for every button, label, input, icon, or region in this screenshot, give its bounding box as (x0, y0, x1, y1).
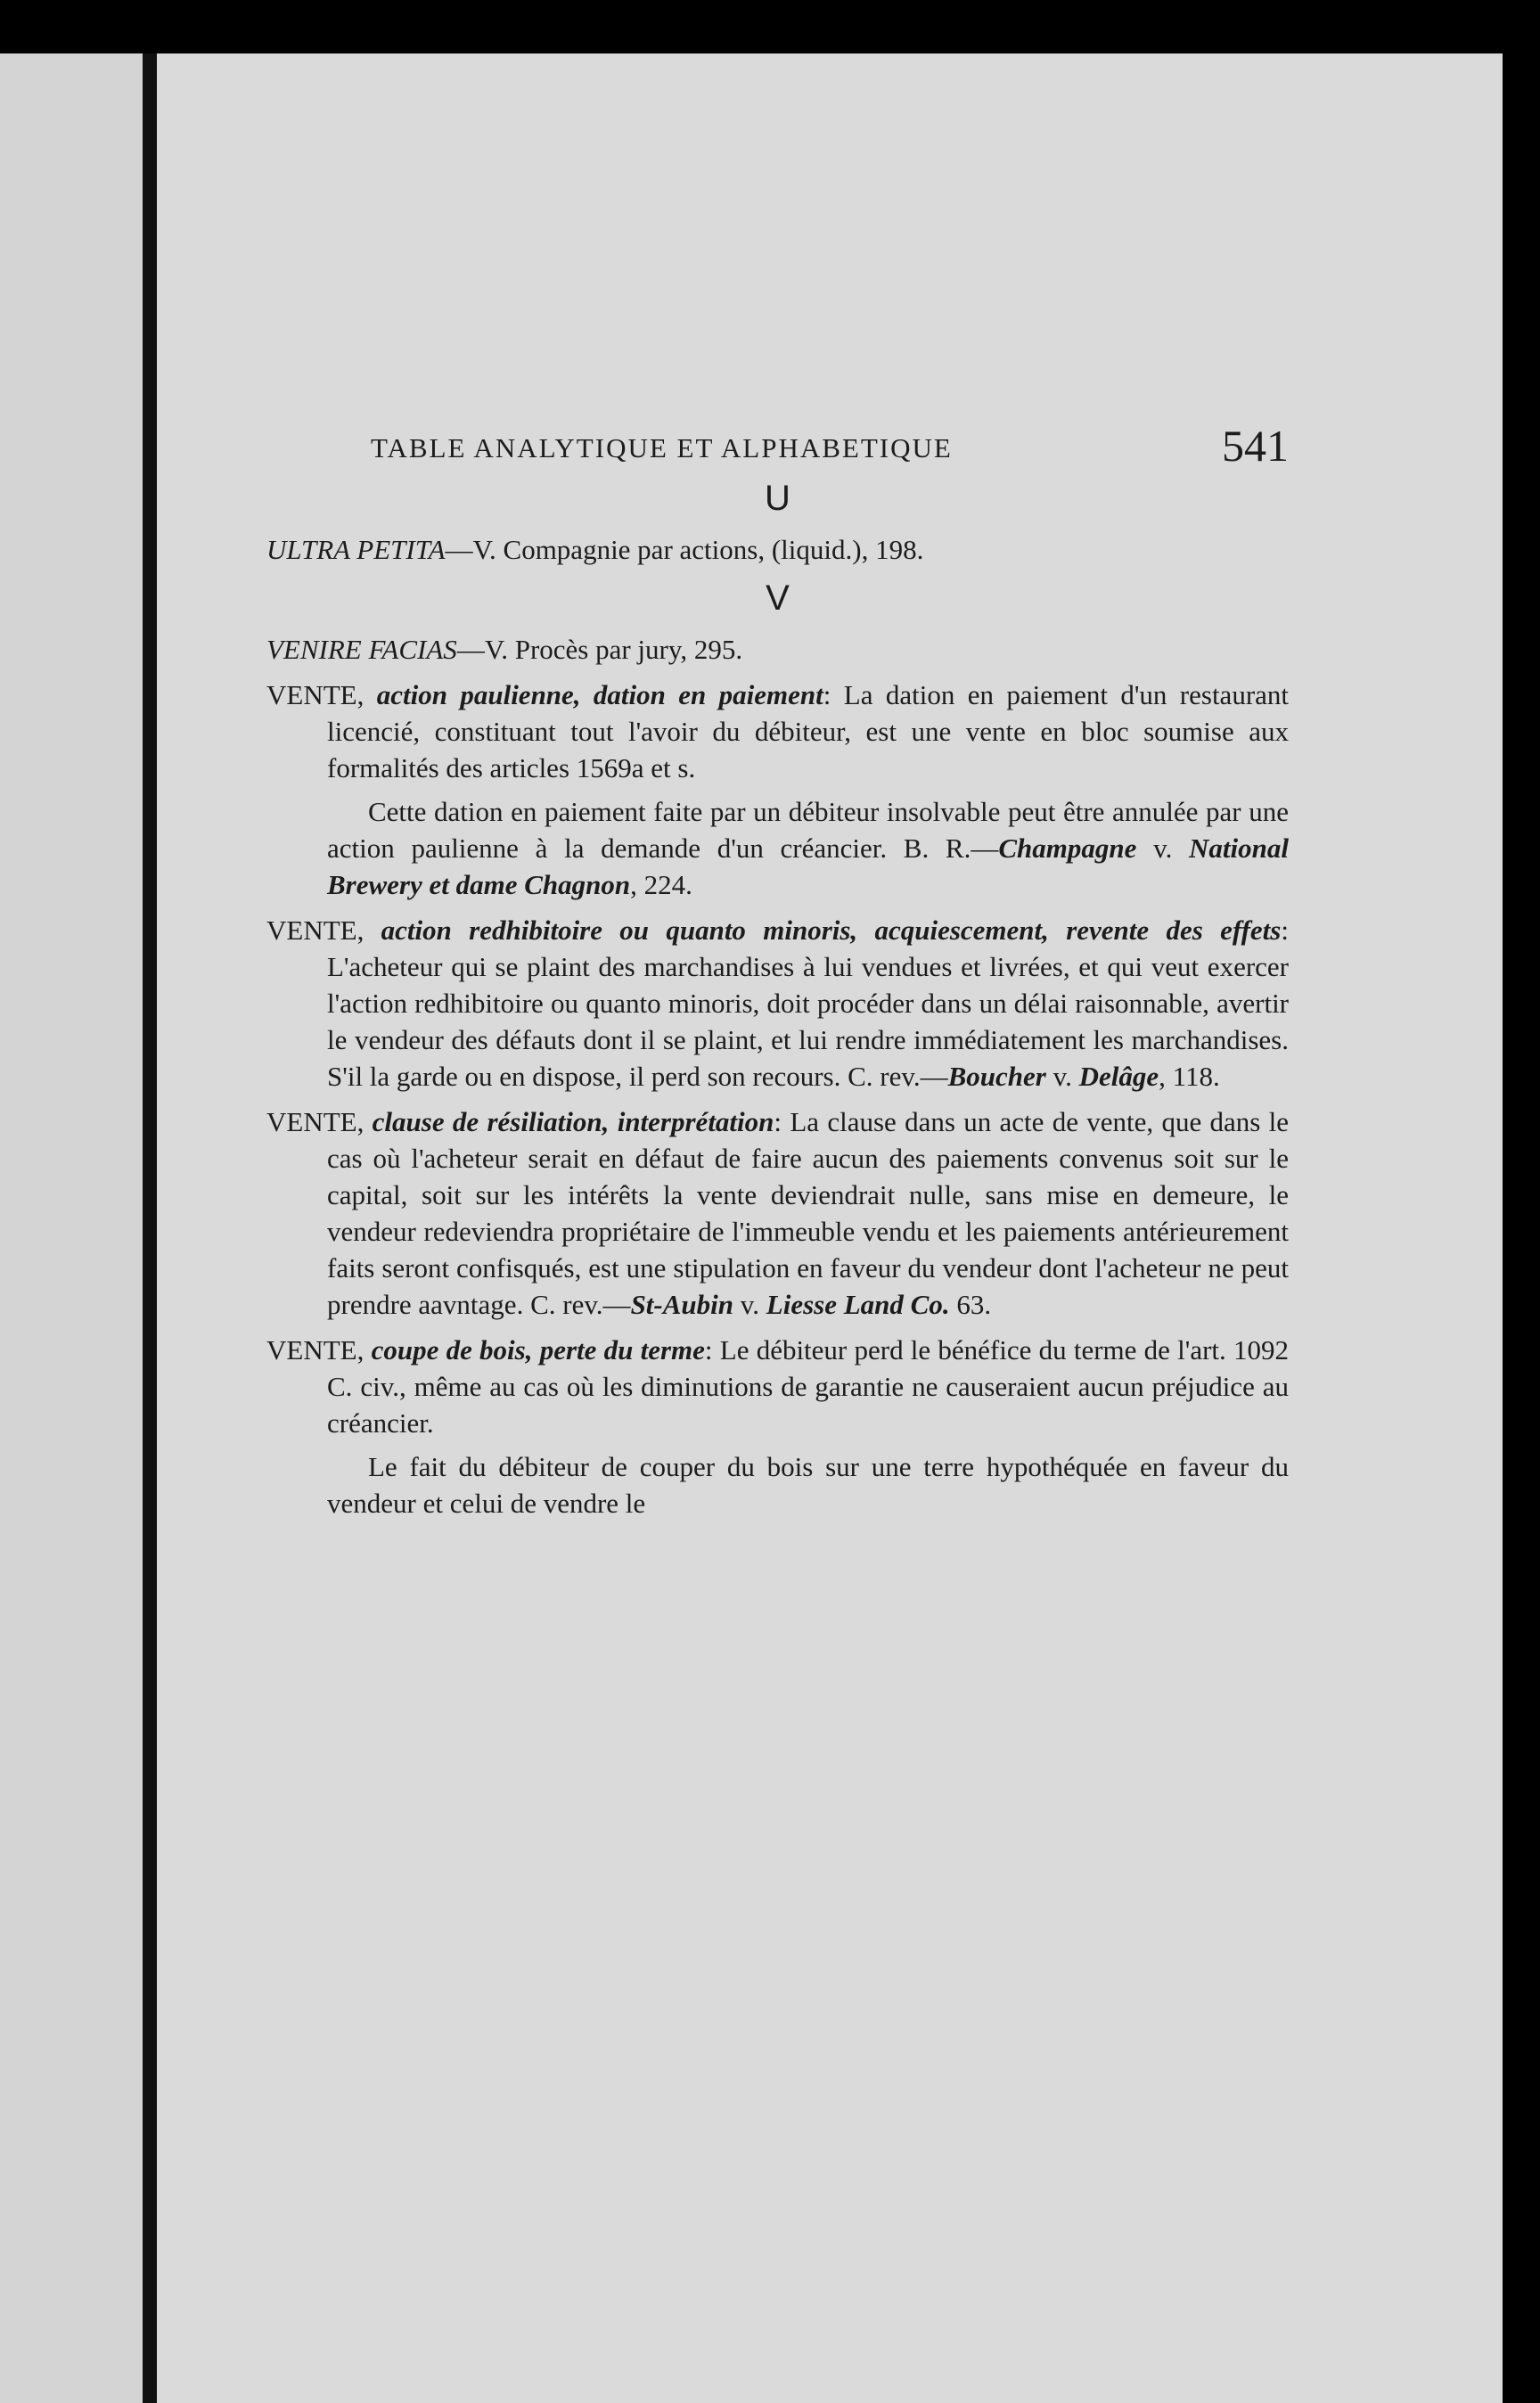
entry-head: VENTE, (266, 914, 365, 946)
section-letter-u: U (765, 479, 790, 518)
entry-topic: coupe de bois, perte du terme (371, 1334, 705, 1366)
entry-text: : Le débiteur perd le bénéfice du terme de l'art. 1092 C. civ., même au cas où les diminutions de garantie ne causeraient aucun préjudice au créancier. (327, 1334, 1289, 1439)
case-connector: v. (733, 1289, 766, 1320)
running-head (266, 397, 1289, 471)
index-entry (266, 677, 1289, 786)
case-connector: v. (1045, 1061, 1079, 1092)
case-page: , 224. (630, 869, 692, 900)
case-name: Delâge (1078, 1061, 1159, 1092)
entry-paragraph (266, 793, 1289, 903)
entry-head: ULTRA PETITA (266, 534, 446, 565)
index-entry (266, 631, 1289, 668)
case-name: Boucher (947, 1061, 1046, 1092)
entry-paragraph (266, 1448, 1289, 1521)
entry-text: : La dation en paiement d'un restaurant licencié, constituant tout l'avoir du débiteur, est une vente en bloc soumise aux formalités des articles 1569a et s. (327, 679, 1290, 783)
entry-topic: action redhibitoire ou quanto minoris, acquiescement, revente des effets (381, 914, 1282, 946)
entry-head: VENTE, (266, 1334, 365, 1366)
case-name: Liesse Land Co. (766, 1289, 950, 1320)
entry-topic: action paulienne, dation en paiement (376, 679, 823, 710)
case-page: 63. (949, 1289, 992, 1320)
entry-text: : La clause dans un acte de vente, que dans le cas où l'acheteur serait en défaut de faire aucun des paiements convenus soit sur le capital, soit sur les intérêts la vente deviendrait nulle, sans mise en demeure, le vendeur redeviendra propriétaire de l'immeuble vendu et les paiements antérieurement faits seront confisqués, est une stipulation en faveur du vendeur dont l'acheteur ne peut prendre aavntage. C. rev.— (327, 1106, 1290, 1320)
index-entry (266, 912, 1289, 1095)
case-name: Champagne (998, 832, 1137, 864)
index-entry (266, 531, 1289, 568)
facing-page-edge (0, 53, 143, 2403)
entry-text: —V. Compagnie par actions, (liquid.), 198. (445, 534, 924, 565)
entry-text: : L'acheteur qui se plaint des marchandises à lui vendues et livrées, et qui veut exercer l'action redhibitoire ou quanto minoris, doit procéder dans un délai raisonnable, avertir le vendeur des défauts dont il se plaint, et lui rendre immédiatement les marchandises. S'il la garde ou en dispose, il perd son recours. C. rev.— (327, 914, 1289, 1092)
entry-text: —V. Procès par jury, 295. (456, 634, 743, 665)
entry-head: VENTE, (266, 1106, 365, 1137)
book-page (157, 53, 1503, 2403)
page-number: 541 (1222, 421, 1289, 471)
entry-topic: clause de résiliation, interprétation (372, 1106, 774, 1137)
section-letter-v: V (766, 578, 790, 618)
index-entry (266, 1103, 1289, 1323)
case-page: , 118. (1159, 1061, 1220, 1092)
case-name: St-Aubin (630, 1289, 734, 1320)
paragraph-text: Cette dation en paiement faite par un débiteur insolvable peut être annulée par une action paulienne à la demande d'un créancier. B. R.— (327, 796, 1289, 864)
case-connector: v. (1136, 832, 1190, 864)
page-content (266, 397, 1289, 1521)
running-title: TABLE ANALYTIQUE ET ALPHABETIQUE (371, 432, 953, 463)
book-gutter (143, 53, 157, 2403)
index-entry (266, 1332, 1289, 1441)
entry-head: VENIRE FACIAS (266, 634, 457, 665)
entry-head: VENTE, (266, 679, 365, 710)
case-name: National Brewery et dame Chagnon (327, 832, 1289, 900)
paragraph-text: Le fait du débiteur de couper du bois sur une terre hypothéquée en faveur du vendeur et celui de vendre le (327, 1451, 1289, 1519)
